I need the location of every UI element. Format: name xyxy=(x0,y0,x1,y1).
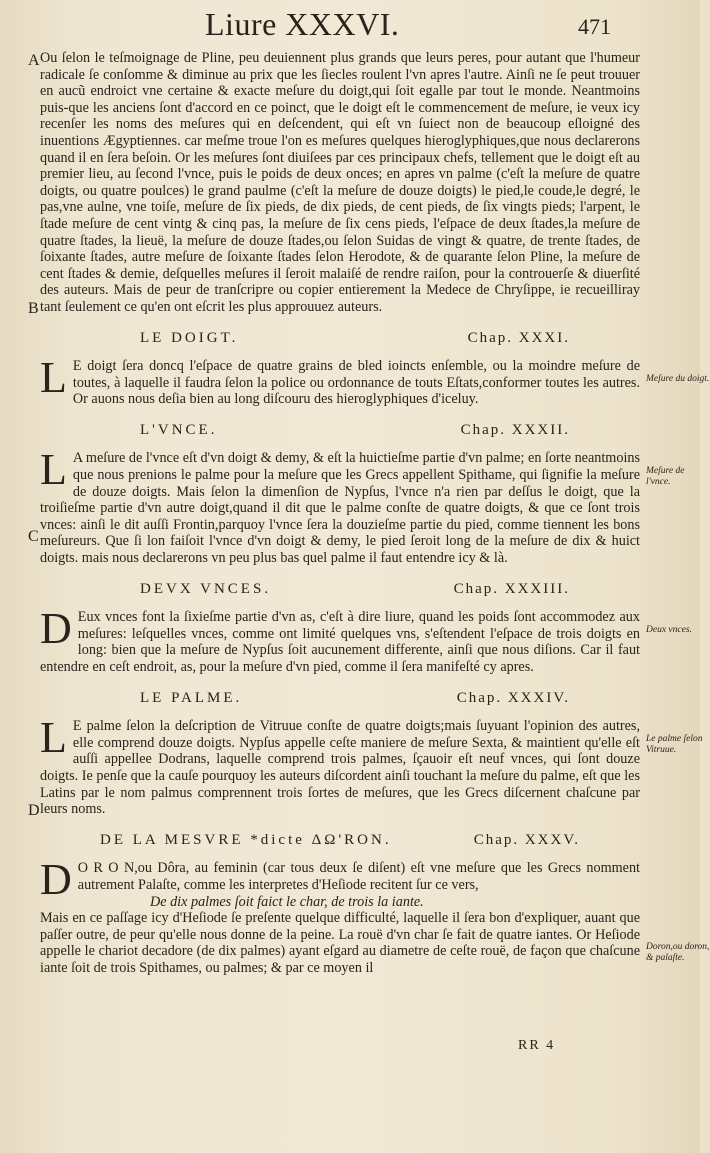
signature-mark: RR 4 xyxy=(518,1038,556,1053)
section-le-palme xyxy=(40,689,703,818)
chapter-number: Chap. XXXII. xyxy=(460,421,570,438)
chapter-text-continued: Mais en ce paſſage icy d'Heſiode ſe preſente quelque difficulté, laquelle il ſera bon d'expliquer, auant que paſſer outre, de peur qu'elle nous donne de la peine. La rouë d'vn char ſe fait de quatre iantes. Or Heſiode appelle le chariot decadore (de dix palmes) ayant eſgard au diametre de ceſte rouë, de façon que chaſcune iante ſoit de trois Spithames, ou palmes; & par ce moyen il xyxy=(40,910,640,976)
drop-capital: L xyxy=(40,445,67,495)
chapter-body: E doigt ſera doncq l'eſpace de quatre grains de bled ioincts enſemble, ou la moindre meſure de toutes, à laquelle il faudra ſelon la police ou ordonnance de touts Eſtats,conformer toutes les autres. Or auons nous deſia bien au long diſcouru des hieroglyphiques d'iceluy. xyxy=(72,358,640,408)
section-le-doigt xyxy=(40,329,710,408)
drop-capital: L xyxy=(40,353,67,403)
page-number: 471 xyxy=(578,14,611,39)
chapter-heading xyxy=(140,690,570,707)
page-body xyxy=(40,50,710,977)
chapter-number: Chap. XXXIII. xyxy=(453,580,570,597)
chapter-body: O R O N,ou Dôra, au feminin (car tous deux ſe diſent) eſt vne meſure que les Grecs nomment autrement Palaſte, comme les interpretes d'Heſiode recitent ſur ce vers, xyxy=(77,860,640,893)
chapter-title: LE DOIGT. xyxy=(140,329,239,346)
drop-capital: L xyxy=(40,713,67,763)
chapter-body: A meſure de l'vnce eſt d'vn doigt & demy, & eſt la huictieſme partie d'vn palme; en ſorte neantmoins que nous prenions le palme pour la meſure que les Grecs appellent Spithame, qui ſignifie la meſure de douze doigts. Mais ſelon la dimenſion de Nypſus, l'vnce n'a rien par deſſus le doigt, que la troiſieſme partie d'vn autre doigt,quand il dit que le palme conſte de quatre doigts, & que ce ſont trois vnces: ainſi le dit auſſi Frontin,parquoy l'vnce ſera la douzieſme partie du pied, comme tiennent les bons meſureurs. Que ſi lon faiſoit l'vnce d'vn doigt & demy, le pied ſeroit long de la meſure de dix & huict doigts. mais nous declarerons vn peu plus bas quel palme il faut entendre icy & là. xyxy=(40,450,640,567)
chapter-text xyxy=(40,713,640,818)
chapter-title: DEVX VNCES. xyxy=(140,580,272,597)
chapter-title: DE LA MESVRE *dicte ΔΩ'RON. xyxy=(100,831,392,848)
margin-letter-b: B xyxy=(28,300,39,317)
chapter-heading xyxy=(140,422,570,439)
chapter-body: E palme ſelon la deſcription de Vitruue conſte de quatre doigts;mais ſuyuant l'opinion des autres, elle comprend douze doigts. Nypſus appelle ceſte maniere de meſure Sexta, & maintient qu'elle eſt auſſi appellee Dodrans, laquelle comprend trois palmes, ſçauoir eſt neuf vnces, qui ſont douze doigts. Ie penſe que la cauſe pourquoy les auteurs diſcordent ainſi touchant la meſure du palme, eſt que les Latins par le nom palmus comprennent trois ſortes de meſures, que les Grecs diſcernent chaſcune par leurs noms. xyxy=(40,718,640,818)
margin-note: Doron,ou doron, & palaſte. xyxy=(646,941,710,963)
chapter-text xyxy=(40,353,640,408)
chapter-text xyxy=(40,604,640,675)
running-title: Liure XXXVI. xyxy=(205,6,400,42)
margin-note: Meſure de l'vnce. xyxy=(646,465,685,487)
section-doron xyxy=(40,831,710,977)
margin-note: Deux vnces. xyxy=(646,624,692,635)
chapter-heading xyxy=(140,330,570,347)
chapter-title: L'VNCE. xyxy=(140,421,218,438)
chapter-heading xyxy=(140,581,570,598)
margin-note: Le palme ſelon Vitruue. xyxy=(646,733,703,755)
verse-quotation: De dix palmes ſoit faict le char, de trois la iante. xyxy=(150,893,424,910)
chapter-number: Chap. XXXV. xyxy=(473,831,580,848)
margin-letter-d: D xyxy=(28,802,40,819)
chapter-body: Eux vnces font la ſixieſme partie d'vn as, c'eſt à dire liure, quand les poids ſont accommodez aux meſures: leſquelles vnces, comme ont limité quelques vns, s'eſtendent l'eſpace de trois doigts en long: bien que la meſure de Nypſus ſoit aucunement differente, ainſi que nous diſions. Car il faut entendre en ceſt endroit, as, pour la meſure d'vn pied, comme il ſera manifeſté cy apres. xyxy=(40,609,640,675)
drop-capital: D xyxy=(40,604,72,654)
chapter-heading xyxy=(100,832,580,849)
chapter-text xyxy=(40,445,640,567)
section-l-vnce xyxy=(40,421,685,567)
section-deux-vnces xyxy=(40,580,692,676)
margin-letter-a: A xyxy=(28,52,40,69)
intro-paragraph: Ou ſelon le teſmoignage de Pline, peu deuiennent plus grands que leurs peres, pour autant que l'humeur radicale ſe conſomme & diminue au prix que les ſiecles roulent l'vn apres l'autre. Ainſi ne ſe peut trouuer en aucũ endroict vne certaine & exacte meſure du doigt,qui ſoit egalle par tout le monde. Neantmoins puis-que les anciens ſont d'accord en ce poinct, que le doigt eſt le commencement de meſure, ie veux icy recenſer les noms des meſures qui en deſcendent, qui eſt vn ſuiect non de beaucoup eſloigné des inuentions Ægyptiennes. car meſme troue l'on es meſures quelques hieroglyphiques,que nous declarerons quand il en ſera beſoin. Or les meſures ſont diuiſees par ces principaux chefs, tellement que le doigt eſt au premier lieu, au ſecond l'vnce, puis le poids de deux onces; en apres vn palme (c'eſt la meſure de quatre doigts, ou quatre poulces) le grand paulme (c'eſt la meſure de douze doigts) le pied,le coude,le degré, le pas,vne aulne, vne toiſe, meſure de ſix pieds, de dix pieds, de cent pieds, de ſix vingts pieds; l'arpent, le ſtade meſure de cent vintg & cinq pas, la meſure de ſix cens pieds, l'eſpace de deux ſtades,la meſure de quatre ſtades, la lieuë, la meſure de douze ſtades,ou ſelon Suidas de vingt & quatre, de trente ſtades, de ſoixante ſtades, autre meſure de ſoixante ſtades ſelon Herodote, & de quarante ſelon Pline, la meſure de cent ſtades & demie, deſquelles meſures il ſeroit malaiſé de rendre raiſon, pour la controuerſe & diuerſité des auteurs. Mais de peur de tranſcripre ou copier entierement la Medece de Chryſippe, ie recueilliray tant ſeulement ce qu'en ont eſcrit les plus approuuez auteurs. xyxy=(40,50,640,315)
chapter-number: Chap. XXXI. xyxy=(467,329,570,346)
chapter-title: LE PALME. xyxy=(140,689,243,706)
margin-note: Meſure du doigt. xyxy=(646,373,710,384)
drop-capital: D xyxy=(40,855,72,905)
running-head xyxy=(0,6,700,46)
margin-letter-c: C xyxy=(28,528,39,545)
chapter-number: Chap. XXXIV. xyxy=(456,689,570,706)
